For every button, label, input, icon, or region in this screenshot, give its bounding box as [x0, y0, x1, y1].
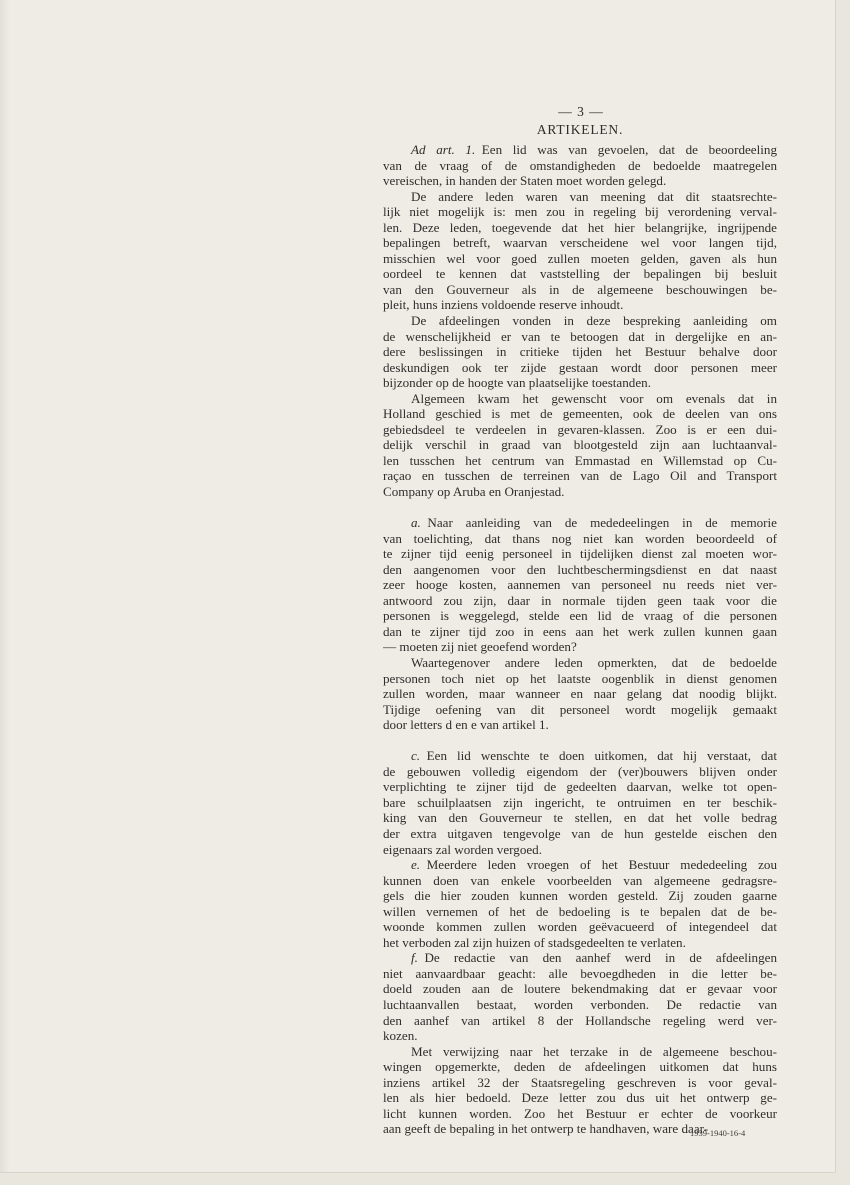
text-line: van de vraag of de omstandigheden de bedoelde maatregelen: [383, 157, 777, 173]
text-line: woonde kommen zullen worden geëvacueerd of integendeel dat: [383, 919, 777, 935]
text-line: niet aanvaardbaar geacht: alle bevoegdheden in die letter be-: [383, 965, 777, 981]
text-line: willen vernemen of het de bedoeling is te bepalen dat de be-: [383, 903, 777, 919]
text-line: de gebouwen volledig eigendom der (ver)bouwers blijven onder: [383, 763, 777, 779]
text-line: len. Deze leden, toegevende dat het hier belangrijke, ingrijpende: [383, 219, 777, 235]
text-line: doeld zouden aan de loutere bekendmaking dat er gevaar voor: [383, 981, 777, 997]
text-line: van den Gouverneur als in de algemeene beschouwingen be-: [383, 281, 777, 297]
text-line: bijzonder op de hoogte van plaatselijke toestanden.: [383, 375, 651, 391]
paragraph-gap: [383, 500, 777, 516]
paragraph-lead: Ad art. 1.: [411, 142, 476, 157]
paragraph-lead: c.: [411, 748, 421, 764]
text-line: verplichting te zijner tijd de gedeelten daarvan, welke tot open-: [383, 779, 777, 795]
text-line: door letters d en e van artikel 1.: [383, 717, 549, 733]
text-line: zullen worden, maar wanneer en naar gelang dat noodig blijkt.: [383, 686, 777, 702]
line-text: De redactie van den aanhef werd in de afdeelingen: [424, 950, 777, 966]
text-line: den aangenomen voor den luchtbeschermingsdienst en dat naast: [383, 561, 777, 577]
paragraph: [383, 655, 777, 733]
text-line: den aanhef van artikel 8 der Hollandsche regeling werd ver-: [383, 1012, 777, 1028]
text-line: [383, 748, 777, 764]
text-line: vereischen, in handen der Staten moet worden gelegd.: [383, 173, 667, 189]
paragraph-gap: [383, 733, 777, 749]
paragraph: [383, 515, 777, 655]
text-line: kozen.: [383, 1028, 418, 1044]
text-line: bare schuilplaatsen zijn ingericht, te ontruimen en ter beschik-: [383, 794, 777, 810]
text-line: dere beslissingen in critieke tijden het Bestuur behalve door: [383, 344, 777, 360]
paragraph: [383, 748, 777, 857]
text-line: De andere leden waren van meening dat dit staatsrechte-: [411, 188, 777, 204]
text-line: oordeel te kennen dat vaststelling der bepalingen bij besluit: [383, 266, 777, 282]
text-line: len tusschen het centrum van Emmastad en Willemstad op Cu-: [383, 452, 777, 468]
text-line: — moeten zij niet geoefend worden?: [383, 639, 577, 655]
text-line: pleit, huns inziens voldoende reserve inhoudt.: [383, 297, 624, 313]
paragraph: [383, 391, 777, 500]
text-line: Holland geschied is met de gemeenten, ook de deelen van ons: [383, 406, 777, 422]
body-text: [383, 104, 777, 1137]
paragraph: [383, 1044, 777, 1137]
text-line: [383, 857, 777, 873]
page-number: — 3 —: [558, 104, 604, 119]
text-line: het verboden zal zijn huizen of stadsgedeelten te verlaten.: [383, 934, 686, 950]
text-line: Tijdige oefening van dit personeel wordt mogelijk gemaakt: [383, 701, 777, 717]
text-line: aan geeft de bepaling in het ontwerp te handhaven, ware daar-: [383, 1121, 709, 1137]
text-line: lijk niet mogelijk is: men zou in regeling bij verordening verval-: [383, 204, 777, 220]
text-line: gebiedsdeel te verdeelen in gevaren-klassen. Zoo is er een dui-: [383, 421, 777, 437]
text-line: delijk verschil in graad van blootgesteld zijn aan luchtaanval-: [383, 437, 777, 453]
text-line: eigenaars zal worden vergoed.: [383, 841, 542, 857]
text-line: wingen opgemerkte, deden de afdeelingen uitkomen dat huns: [383, 1059, 777, 1075]
text-line: king van den Gouverneur te stellen, en dat het volle bedrag: [383, 810, 777, 826]
text-line: bepalingen betreft, waarvan verscheidene wel voor langen tijd,: [383, 235, 777, 251]
paragraph: [383, 189, 777, 313]
document-code: 1939-1940-16-4: [690, 1128, 746, 1138]
text-line: te zijner tijd eenig personeel in tijdelijken dienst zal moeten wor-: [383, 546, 777, 562]
text-line: personen is weggelegd, stelde een lid de vraag of die personen: [383, 608, 777, 624]
text-line: misschien wel voor goed zullen moeten gelden, gaven als hun: [383, 250, 777, 266]
text-line: Waartegenover andere leden opmerkten, dat de bedoelde: [411, 655, 777, 670]
text-line: [383, 515, 777, 531]
text-line: de wenschelijkheid er van te betoogen dat in dergelijke en an-: [383, 328, 777, 344]
text-line: der extra uitgaven tengevolge van de hun gestelde eischen den: [383, 825, 777, 841]
text-line: raçao en tusschen de terreinen van de Lago Oil and Transport: [383, 468, 777, 484]
text-line: luchtaanvallen bestaat, worden verbonden. De redactie van: [383, 996, 777, 1012]
text-line: Algemeen kwam het gewenscht voor om evenals dat in: [411, 390, 777, 406]
paragraph: [383, 857, 777, 950]
text-line: zeer hooge kosten, aannemen van personeel nu reeds niet ver-: [383, 577, 777, 593]
line-text: Een lid wenschte te doen uitkomen, dat hij verstaat, dat: [426, 748, 777, 764]
paragraphs: [383, 142, 777, 1137]
text-line: licht kunnen worden. Zoo het Bestuur er echter de voorkeur: [383, 1105, 777, 1121]
text-line: dan te zijner tijd zoo in eens aan het werk zullen kunnen gaan: [383, 623, 777, 639]
line-text: Een lid was van gevoelen, dat de beoordeeling: [481, 142, 777, 157]
section-heading: ARTIKELEN.: [536, 122, 624, 137]
text-line: antwoord zou zijn, daar in normale tijden geen taak voor die: [383, 592, 777, 608]
text-line: De afdeelingen vonden in deze bespreking aanleiding om: [411, 313, 777, 329]
text-line: kunnen doen van enkele voorbeelden van algemeene gedragsre-: [383, 872, 777, 888]
text-line: Company op Aruba en Oranjestad.: [383, 484, 565, 500]
text-line: van toelichting, dat thans nog niet kan worden beoordeeld of: [383, 530, 777, 546]
paragraph-lead: a.: [411, 515, 421, 531]
line-text: Naar aanleiding van de mededeelingen in de memorie: [427, 515, 777, 531]
text-line: personen toch niet op het laatste oogenblik in dienst genomen: [383, 670, 777, 686]
paragraph: [383, 313, 777, 391]
text-line: [383, 142, 777, 158]
paragraph: [383, 142, 777, 189]
text-line: deskundigen ook ter zijde gestaan wordt door personen meer: [383, 359, 777, 375]
text-line: gels die hier zouden kunnen worden gesteld. Zij zouden gaarne: [383, 888, 777, 904]
text-line: inziens artikel 32 der Staatsregeling geschreven is voor geval-: [383, 1074, 777, 1090]
text-line: Met verwijzing naar het terzake in de algemeene beschou-: [411, 1043, 777, 1059]
paragraph: [383, 950, 777, 1043]
line-text: Meerdere leden vroegen of het Bestuur mededeeling zou: [426, 857, 777, 873]
paragraph-lead: f.: [411, 950, 418, 966]
text-line: len als hier bedoeld. Deze letter zou dus uit het ontwerp ge-: [383, 1090, 777, 1106]
paragraph-lead: e.: [411, 857, 421, 873]
text-line: [383, 950, 777, 966]
